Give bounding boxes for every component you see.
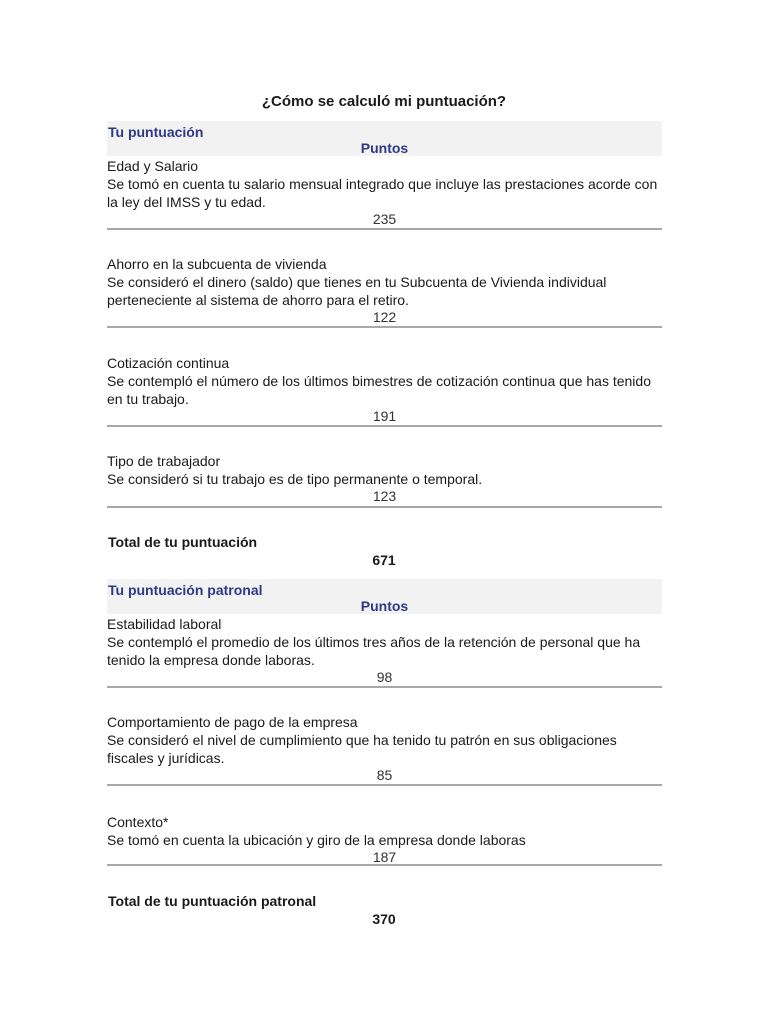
score-item-comportamiento-pago xyxy=(107,713,662,786)
item-name: Estabilidad laboral xyxy=(107,616,222,632)
item-points: 85 xyxy=(376,767,393,783)
page-title: ¿Cómo se calculó mi puntuación? xyxy=(261,93,507,110)
item-name: Contexto* xyxy=(107,814,169,830)
section-title: Tu puntuación patronal xyxy=(108,582,263,598)
section-puntuacion-patronal xyxy=(107,579,662,614)
item-description: Se contempló el número de los últimos bimestres de cotización continua que has tenido en tu trabajo. xyxy=(107,373,651,407)
item-description: Se consideró si tu trabajo es de tipo permanente o temporal. xyxy=(107,471,483,487)
column-header-puntos: Puntos xyxy=(360,140,409,156)
item-points: 187 xyxy=(372,849,397,865)
item-name: Tipo de trabajador xyxy=(107,453,221,469)
total-value-patronal: 370 xyxy=(372,911,396,927)
item-description: Se tomó en cuenta la ubicación y giro de la empresa donde laboras xyxy=(107,832,526,848)
item-points: 123 xyxy=(372,488,397,504)
item-name: Comportamiento de pago de la empresa xyxy=(107,714,358,730)
total-value: 671 xyxy=(372,552,396,568)
item-name: Cotización continua xyxy=(107,355,230,371)
item-points: 122 xyxy=(372,309,397,325)
section-header xyxy=(107,121,662,156)
score-item-cotizacion-continua xyxy=(107,354,662,427)
total-label-patronal: Total de tu puntuación patronal xyxy=(108,893,317,909)
score-item-edad-salario xyxy=(107,157,662,230)
item-description: Se consideró el nivel de cumplimiento que ha tenido tu patrón en sus obligaciones fiscales y jurídicas. xyxy=(107,732,617,766)
item-points: 191 xyxy=(372,408,397,424)
score-item-tipo-trabajador xyxy=(107,452,662,508)
item-description: Se tomó en cuenta tu salario mensual integrado que incluye las prestaciones acorde con la ley del IMSS y tu edad. xyxy=(107,176,658,210)
score-item-contexto xyxy=(107,813,662,866)
item-description: Se contempló el promedio de los últimos tres años de la retención de personal que ha tenido la empresa donde laboras. xyxy=(107,634,641,668)
item-name: Ahorro en la subcuenta de vivienda xyxy=(107,256,327,272)
total-label: Total de tu puntuación xyxy=(108,534,258,550)
item-points: 235 xyxy=(372,211,397,227)
score-item-ahorro-vivienda xyxy=(107,255,662,328)
item-points: 98 xyxy=(376,669,393,685)
column-header-puntos: Puntos xyxy=(360,598,409,614)
score-item-estabilidad-laboral xyxy=(107,615,662,688)
section-title: Tu puntuación xyxy=(108,124,204,140)
item-name: Edad y Salario xyxy=(107,158,199,174)
section-header xyxy=(107,579,662,614)
section-tu-puntuacion xyxy=(107,121,662,156)
item-description: Se consideró el dinero (saldo) que tienes en tu Subcuenta de Vivienda individual perteneciente al sistema de ahorro para el retiro. xyxy=(107,274,607,308)
